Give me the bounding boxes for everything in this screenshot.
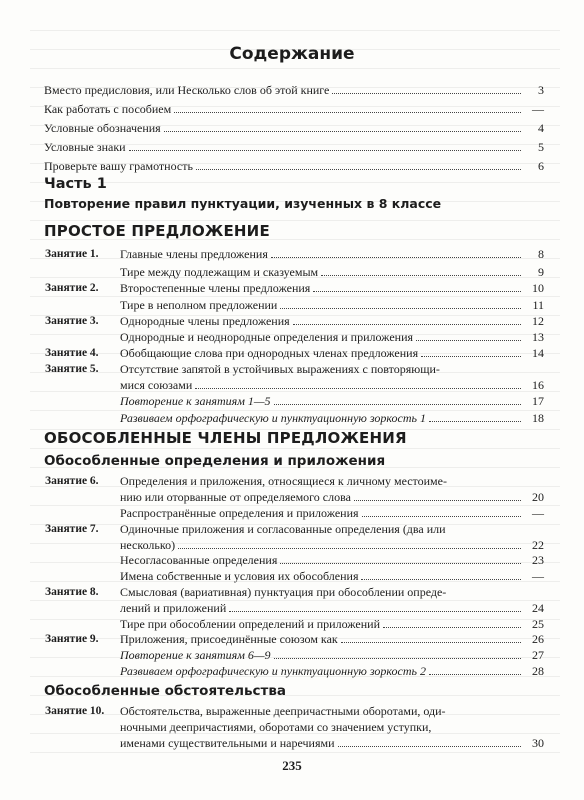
entry-page: 13	[532, 330, 544, 344]
entry-page: 10	[532, 281, 544, 295]
toc-entry[interactable]	[120, 538, 544, 552]
lesson-label: Занятие 2.	[45, 282, 99, 294]
lesson-label: Занятие 4.	[45, 347, 99, 359]
entry-title: Однородные и неоднородные определения и приложения	[120, 330, 414, 344]
lesson-label: Занятие 6.	[45, 475, 99, 487]
toc-entry[interactable]	[120, 490, 544, 504]
toc-entry[interactable]	[45, 247, 544, 261]
leader-dots	[196, 169, 521, 170]
page-number: 235	[282, 758, 302, 773]
entry-page: 16	[532, 378, 544, 392]
leader-dots	[429, 674, 521, 675]
entry-title: несколько)	[120, 538, 176, 552]
leader-dots	[229, 611, 521, 612]
entry-page: 17	[532, 394, 544, 408]
entry-page: 14	[532, 346, 544, 360]
entry-title: Приложения, присоединённые союзом как	[120, 632, 338, 646]
toc-entry[interactable]	[120, 736, 544, 750]
subsection-heading: Обособленные обстоятельства	[44, 683, 286, 699]
entry-title: Одиночные приложения и согласованные определения (два или	[120, 522, 446, 536]
toc-entry[interactable]	[120, 265, 544, 279]
toc-entry[interactable]	[44, 159, 544, 173]
leader-dots	[361, 579, 521, 580]
toc-entry[interactable]	[44, 83, 544, 97]
entry-page: 24	[532, 601, 544, 615]
entry-title: Имена собственные и условия их обособления	[120, 569, 359, 583]
entry-title: нию или оторванные от определяемого слова	[120, 490, 351, 504]
toc-entry[interactable]	[44, 140, 544, 154]
entry-title: Развиваем орфографическую и пунктуационную зоркость 1	[120, 411, 427, 425]
entry-page: —	[532, 506, 544, 520]
toc-entry[interactable]	[45, 522, 544, 536]
leader-dots	[313, 291, 521, 292]
toc-entry[interactable]	[120, 648, 544, 662]
leader-dots	[341, 642, 521, 643]
toc-entry[interactable]	[45, 314, 544, 328]
toc-entry[interactable]	[120, 330, 544, 344]
toc-entry[interactable]	[120, 601, 544, 615]
entry-title: Как работать с пособием	[44, 102, 172, 116]
entry-title: Определения и приложения, относящиеся к личному местоиме-	[120, 474, 447, 488]
entry-page: 30	[532, 736, 544, 750]
entry-page: 11	[532, 298, 544, 312]
entry-title: Условные обозначения	[44, 121, 161, 135]
entry-page: 3	[538, 83, 544, 97]
leader-dots	[164, 131, 521, 132]
leader-dots	[280, 563, 521, 564]
section-heading: ОБОСОБЛЕННЫЕ ЧЛЕНЫ ПРЕДЛОЖЕНИЯ	[44, 429, 407, 447]
toc-entry[interactable]	[120, 553, 544, 567]
toc-entry[interactable]	[45, 474, 544, 488]
toc-entry[interactable]	[120, 298, 544, 312]
entry-title: Тире при обособлении определений и приложений	[120, 617, 381, 631]
entry-title: именами существительными и наречиями	[120, 736, 335, 750]
entry-page: 25	[532, 617, 544, 631]
entry-title: Повторение к занятиям 6—9	[120, 648, 271, 662]
entry-page: 26	[532, 632, 544, 646]
entry-title: Развиваем орфографическую и пунктуационную зоркость 2	[120, 664, 427, 678]
leader-dots	[321, 275, 521, 276]
leader-dots	[274, 658, 521, 659]
entry-title: Смысловая (вариативная) пунктуация при обособлении опреде-	[120, 585, 447, 599]
entry-title: Повторение к занятиям 1—5	[120, 394, 271, 408]
toc-entry[interactable]	[120, 617, 544, 631]
entry-title: Однородные члены предложения	[120, 314, 290, 328]
toc-entry[interactable]	[120, 394, 544, 408]
entry-page: 9	[538, 265, 544, 279]
entry-page: 8	[538, 247, 544, 261]
toc-entry[interactable]	[45, 362, 544, 376]
lesson-label: Занятие 8.	[45, 586, 99, 598]
entry-page: 12	[532, 314, 544, 328]
part-label: Часть 1	[44, 176, 107, 192]
subsection-heading: Обособленные определения и приложения	[44, 453, 386, 469]
leader-dots	[195, 388, 521, 389]
leader-dots	[429, 421, 521, 422]
leader-dots	[129, 150, 521, 151]
leader-dots	[332, 93, 521, 94]
entry-page: —	[532, 569, 544, 583]
entry-page: —	[532, 102, 544, 116]
entry-page: 28	[532, 664, 544, 678]
entry-title: Второстепенные члены предложения	[120, 281, 311, 295]
lesson-label: Занятие 10.	[45, 705, 105, 717]
entry-title: Главные члены предложения	[120, 247, 268, 261]
entry-title: Тире между подлежащим и сказуемым	[120, 265, 319, 279]
leader-dots	[174, 112, 521, 113]
entry-title: лений и приложений	[120, 601, 227, 615]
lesson-label: Занятие 3.	[45, 315, 99, 327]
entry-title: Обстоятельства, выраженные деепричастными оборотами, оди-	[120, 704, 446, 718]
leader-dots	[362, 516, 521, 517]
entry-page: 18	[532, 411, 544, 425]
entry-title: Распространённые определения и приложения	[120, 506, 359, 520]
entry-title: мися союзами	[120, 378, 193, 392]
entry-title: Условные знаки	[44, 140, 126, 154]
entry-page: 22	[532, 538, 544, 552]
leader-dots	[383, 627, 521, 628]
toc-entry[interactable]	[45, 585, 544, 599]
entry-page: 4	[538, 121, 544, 135]
lesson-label: Занятие 1.	[45, 248, 99, 260]
leader-dots	[338, 746, 521, 747]
leader-dots	[271, 257, 521, 258]
entry-title: Проверьте вашу грамотность	[44, 159, 193, 173]
lesson-label: Занятие 9.	[45, 633, 99, 645]
leader-dots	[421, 356, 521, 357]
toc-entry[interactable]	[120, 720, 544, 734]
toc-entry[interactable]	[44, 121, 544, 135]
entry-page: 20	[532, 490, 544, 504]
entry-title: ночными деепричастиями, оборотами со значением уступки,	[120, 720, 432, 734]
toc-entry[interactable]	[120, 411, 544, 425]
leader-dots	[416, 340, 521, 341]
leader-dots	[354, 500, 521, 501]
entry-title: Несогласованные определения	[120, 553, 278, 567]
lesson-label: Занятие 7.	[45, 523, 99, 535]
toc-entry[interactable]	[120, 378, 544, 392]
toc-entry[interactable]	[120, 664, 544, 678]
entry-title: Тире в неполном предложении	[120, 298, 278, 312]
leader-dots	[178, 548, 521, 549]
toc-entry[interactable]	[45, 704, 544, 718]
toc-entry[interactable]	[45, 346, 544, 360]
entry-page: 23	[532, 553, 544, 567]
toc-entry[interactable]	[45, 281, 544, 295]
toc-entry[interactable]	[44, 102, 544, 116]
entry-page: 27	[532, 648, 544, 662]
entry-page: 5	[538, 140, 544, 154]
entry-title: Вместо предисловия, или Несколько слов об этой книге	[44, 83, 330, 97]
toc-entry[interactable]	[120, 569, 544, 583]
section-heading: ПРОСТОЕ ПРЕДЛОЖЕНИЕ	[44, 222, 270, 240]
leader-dots	[280, 308, 521, 309]
leader-dots	[274, 404, 521, 405]
entry-title: Обобщающие слова при однородных членах предложения	[120, 346, 419, 360]
part-subtitle: Повторение правил пунктуации, изученных в 8 классе	[44, 196, 442, 211]
entry-page: 6	[538, 159, 544, 173]
toc-entry[interactable]	[45, 632, 544, 646]
toc-entry[interactable]	[120, 506, 544, 520]
leader-dots	[293, 324, 521, 325]
entry-title: Отсутствие запятой в устойчивых выражениях с повторяющи-	[120, 362, 440, 376]
lesson-label: Занятие 5.	[45, 363, 99, 375]
page-title: Содержание	[229, 44, 355, 64]
